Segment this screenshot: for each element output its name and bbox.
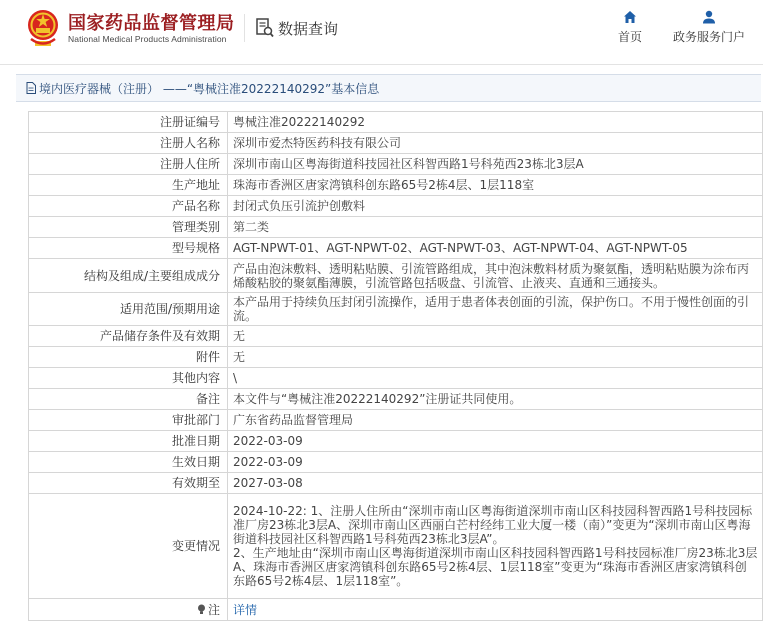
- nav-service-portal[interactable]: [668, 10, 750, 45]
- detail-row: [29, 175, 763, 196]
- detail-label: 结构及组成/主要组成成分: [29, 259, 228, 293]
- nav-home[interactable]: [600, 10, 660, 45]
- detail-row: [29, 431, 763, 452]
- detail-label: 批准日期: [29, 431, 228, 452]
- detail-row: [29, 133, 763, 154]
- user-icon: [702, 10, 716, 24]
- note-label: 注: [207, 602, 220, 617]
- detail-label: 审批部门: [29, 410, 228, 431]
- document-search-icon: [256, 18, 274, 38]
- change-label: 变更情况: [29, 494, 228, 599]
- detail-value: 第二类: [228, 217, 763, 238]
- detail-label: 有效期至: [29, 473, 228, 494]
- detail-value: 2022-03-09: [228, 431, 763, 452]
- national-emblem-icon: [26, 8, 60, 48]
- detail-label: 生效日期: [29, 452, 228, 473]
- home-icon: [623, 10, 637, 24]
- change-value: [228, 494, 763, 599]
- logo-title-en: National Medical Products Administration: [68, 34, 227, 44]
- detail-value: AGT-NPWT-01、AGT-NPWT-02、AGT-NPWT-03、AGT-NPWT-04、AGT-NPWT-05: [228, 238, 763, 259]
- detail-label: 适用范围/预期用途: [29, 293, 228, 326]
- data-query-link[interactable]: [256, 14, 338, 42]
- detail-label: 型号规格: [29, 238, 228, 259]
- detail-value: 产品由泡沫敷料、透明粘贴膜、引流管路组成，其中泡沫敷料材质为聚氨酯，透明粘贴膜为涂布丙烯酸粘胶的聚氨酯薄膜，引流管路包括吸盘、引流管、止液夹、直通和三通接头。: [228, 259, 763, 293]
- detail-value: 珠海市香洲区唐家湾镇科创东路65号2栋4层、1层118室: [228, 175, 763, 196]
- details-link[interactable]: 详情: [233, 602, 258, 617]
- change-line-2: 2、生产地址由“深圳市南山区粤海街道深圳市南山区科技园科智西路1号科技园标准厂房23栋北3层A、珠海市香洲区唐家湾镇科创东路65号2栋4层、1层118室”变更为“珠海市香洲区唐家湾镇科创东路65号2栋4层、1层118室”。: [233, 546, 758, 588]
- detail-row: [29, 410, 763, 431]
- detail-row: [29, 217, 763, 238]
- detail-value: 深圳市南山区粤海街道科技园社区科智西路1号科苑西23栋北3层A: [228, 154, 763, 175]
- detail-value: 无: [228, 326, 763, 347]
- detail-row: [29, 293, 763, 326]
- detail-row: [29, 196, 763, 217]
- detail-value: \: [228, 368, 763, 389]
- record-title: 境内医疗器械（注册） ——“粤械注准20222140292”基本信息: [39, 81, 380, 96]
- registration-detail-table: [28, 111, 763, 621]
- detail-label: 产品储存条件及有效期: [29, 326, 228, 347]
- detail-value: 2022-03-09: [228, 452, 763, 473]
- detail-label: 备注: [29, 389, 228, 410]
- detail-label: 注册人名称: [29, 133, 228, 154]
- detail-value: 广东省药品监督管理局: [228, 410, 763, 431]
- detail-value: 深圳市爱杰特医药科技有限公司: [228, 133, 763, 154]
- nav-home-label: 首页: [617, 30, 642, 44]
- detail-label: 注册人住所: [29, 154, 228, 175]
- detail-value: 本文件与“粤械注准20222140292”注册证共同使用。: [228, 389, 763, 410]
- detail-label: 其他内容: [29, 368, 228, 389]
- detail-row-note: [29, 599, 763, 621]
- header-divider: [244, 14, 245, 42]
- lightbulb-icon: [197, 604, 206, 615]
- detail-row: [29, 112, 763, 133]
- detail-label: 生产地址: [29, 175, 228, 196]
- detail-row: [29, 368, 763, 389]
- detail-row: [29, 154, 763, 175]
- site-header: [0, 0, 763, 65]
- data-query-label: 数据查询: [278, 19, 339, 38]
- record-title-bar: [16, 74, 761, 102]
- detail-label: 产品名称: [29, 196, 228, 217]
- detail-row: [29, 347, 763, 368]
- detail-row: [29, 326, 763, 347]
- detail-row-change: [29, 494, 763, 599]
- detail-value: 2027-03-08: [228, 473, 763, 494]
- detail-row: [29, 473, 763, 494]
- detail-row: [29, 389, 763, 410]
- detail-label: 注册证编号: [29, 112, 228, 133]
- detail-label: 附件: [29, 347, 228, 368]
- change-line-1: 2024-10-22: 1、注册人住所由“深圳市南山区粤海街道深圳市南山区科技园科智西路1号科技园标准厂房23栋北3层A、深圳市南山区西丽白芒村经纬工业大厦一楼（南）”变更为“深圳市南山区粤海街道科技园社区科智西路1号科苑西23栋北3层A”。: [233, 504, 753, 546]
- detail-label: 管理类别: [29, 217, 228, 238]
- nav-portal-label: 政务服务门户: [672, 30, 745, 44]
- detail-row: [29, 238, 763, 259]
- detail-value: 无: [228, 347, 763, 368]
- document-icon: [26, 82, 36, 94]
- note-value-cell: [228, 599, 763, 621]
- note-label-cell: [29, 599, 228, 621]
- detail-value: 本产品用于持续负压封闭引流操作，适用于患者体表创面的引流，保护伤口。不用于慢性创面的引流。: [228, 293, 763, 326]
- detail-row: [29, 259, 763, 293]
- detail-value: 封闭式负压引流护创敷料: [228, 196, 763, 217]
- detail-value: 粤械注准20222140292: [228, 112, 763, 133]
- detail-row: [29, 452, 763, 473]
- logo-title-cn: 国家药品监督管理局: [68, 13, 235, 34]
